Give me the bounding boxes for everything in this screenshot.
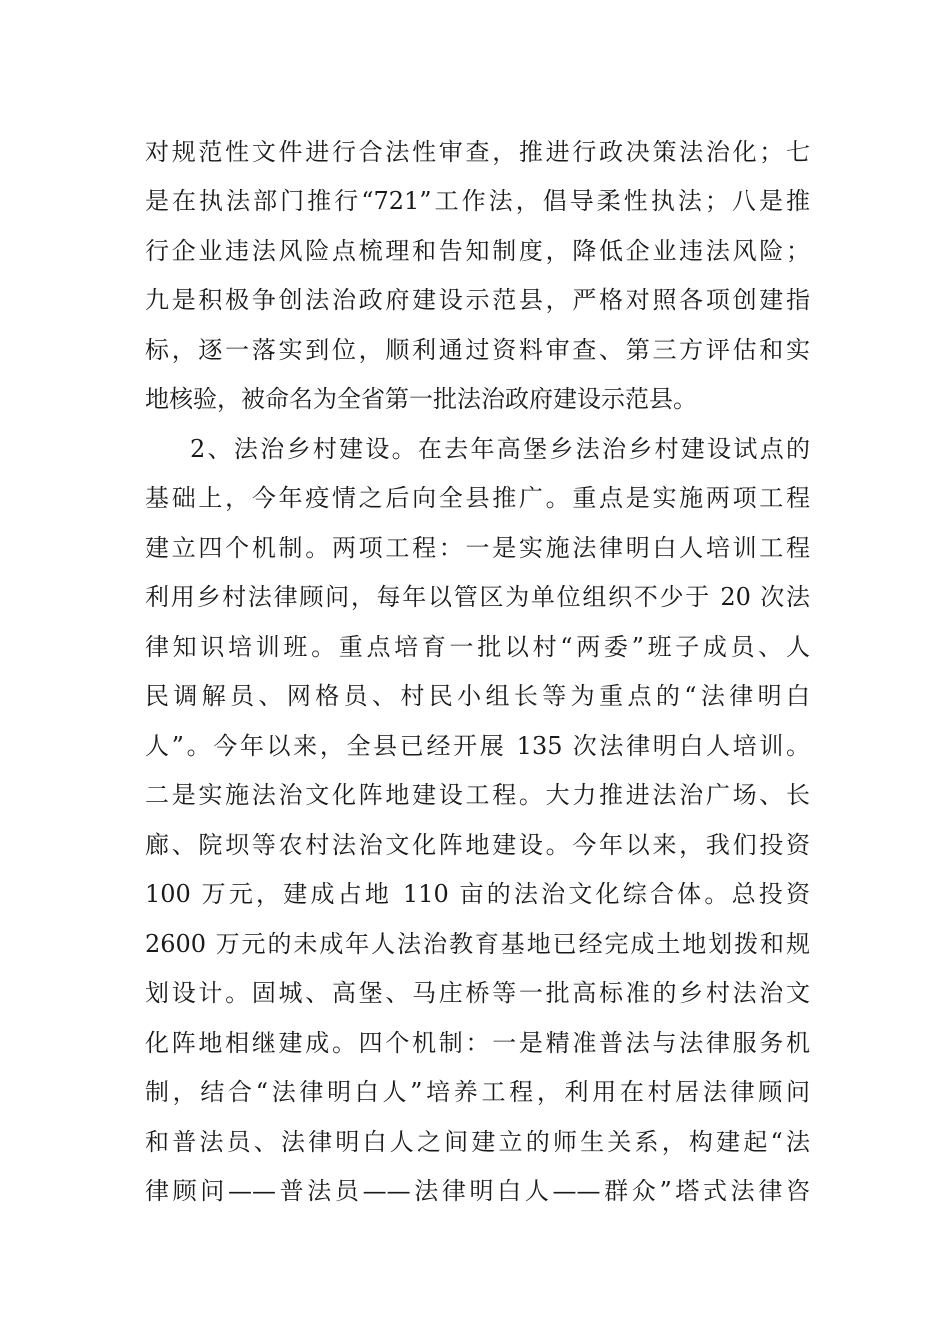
text-line-9: 建立四个机制。两项工程：一是实施法律明白人培训工程	[145, 534, 810, 562]
text-line-15: 廊、院坝等农村法治文化阵地建设。今年以来，我们投资	[145, 831, 810, 859]
text-line-8: 基础上，今年疫情之后向全县推广。重点是实施两项工程	[145, 484, 810, 512]
text-line-13: 人”。今年以来，全县已经开展 135 次法律明白人培训。	[145, 732, 810, 760]
text-line-10: 利用乡村法律顾问，每年以管区为单位组织不少于 20 次法	[145, 583, 810, 611]
text-line-22: 律顾问——普法员——法律明白人——群众”塔式法律咨	[145, 1177, 810, 1205]
text-line-16: 100 万元，建成占地 110 亩的法治文化综合体。总投资	[145, 880, 810, 908]
text-line-3: 行企业违法风险点梳理和告知制度，降低企业违法风险；	[145, 237, 810, 265]
text-line-17: 2600 万元的未成年人法治教育基地已经完成土地划拨和规	[145, 930, 810, 958]
text-line-4: 九是积极争创法治政府建设示范县，严格对照各项创建指	[145, 286, 810, 314]
text-line-20: 制，结合“法律明白人”培养工程，利用在村居法律顾问	[145, 1078, 810, 1106]
text-line-19: 化阵地相继建成。四个机制：一是精准普法与法律服务机	[145, 1029, 810, 1057]
text-line-12: 民调解员、网格员、村民小组长等为重点的“法律明白	[145, 682, 810, 710]
text-line-7: 2、法治乡村建设。在去年高堡乡法治乡村建设试点的	[190, 435, 810, 463]
text-line-18: 划设计。固城、高堡、马庄桥等一批高标准的乡村法治文	[145, 979, 810, 1007]
text-line-11: 律知识培训班。重点培育一批以村“两委”班子成员、人	[145, 633, 810, 661]
text-line-2: 是在执法部门推行“721”工作法，倡导柔性执法；八是推	[145, 187, 810, 215]
text-line-21: 和普法员、法律明白人之间建立的师生关系，构建起“法	[145, 1128, 810, 1156]
text-line-1: 对规范性文件进行合法性审查，推进行政决策法治化；七	[145, 138, 810, 166]
text-line-6: 地核验，被命名为全省第一批法治政府建设示范县。	[145, 385, 697, 413]
text-line-5: 标，逐一落实到位，顺利通过资料审查、第三方评估和实	[145, 336, 810, 364]
text-line-14: 二是实施法治文化阵地建设工程。大力推进法治广场、长	[145, 781, 810, 809]
